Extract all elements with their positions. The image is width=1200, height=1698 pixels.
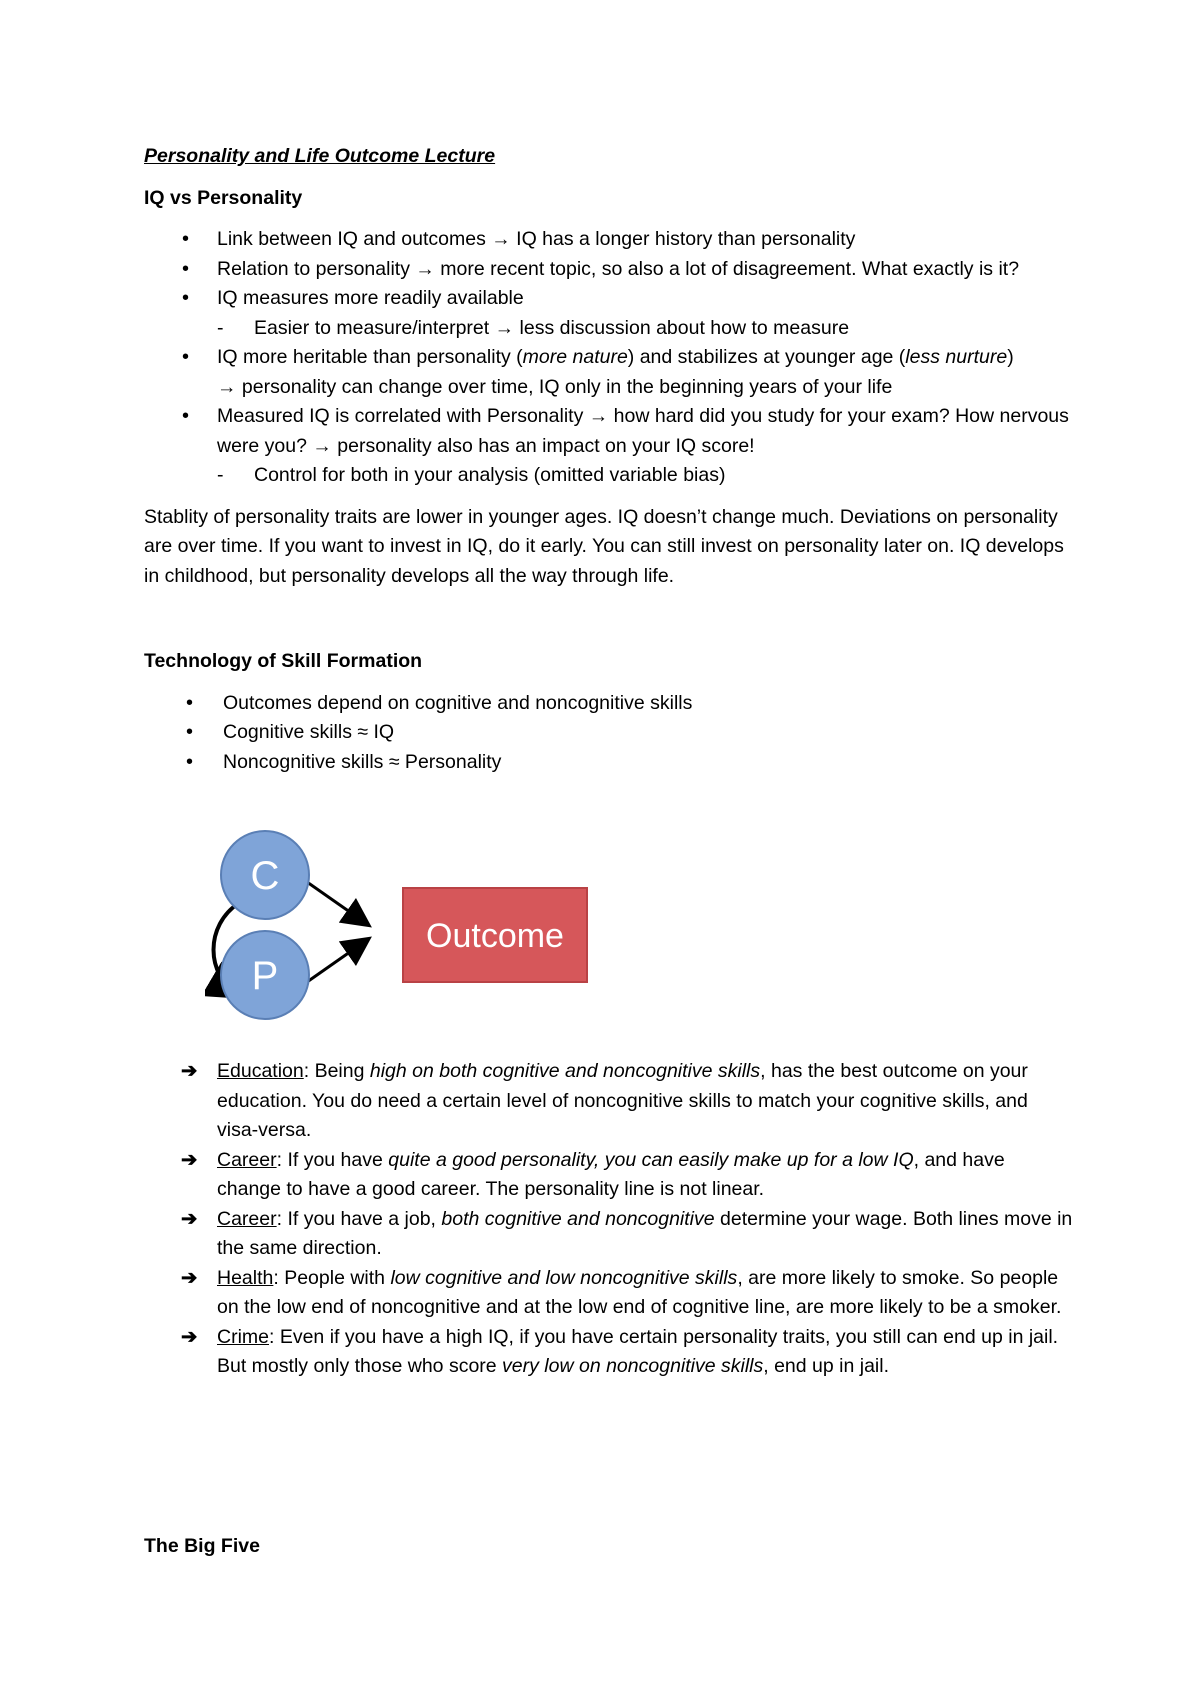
- text-run: : Even if you have a high IQ, if you have certain personality traits, you still can end up in jail. But mostly only those who score: [217, 1325, 1059, 1377]
- italic-text: very low on noncognitive skills: [502, 1355, 764, 1377]
- italic-text: more nature: [522, 346, 628, 368]
- text-run: : If you have: [276, 1148, 389, 1171]
- text-run: : If you have a job,: [276, 1207, 442, 1230]
- arrow-right-icon: ➔: [181, 1266, 198, 1289]
- document-title: Personality and Life Outcome Lecture: [144, 145, 496, 167]
- italic-text: high on both cognitive and noncognitive skills: [369, 1060, 761, 1082]
- list-item: [144, 1146, 1074, 1205]
- bullet-list-iq: [144, 225, 1074, 491]
- arrow-c-to-outcome: [307, 882, 367, 924]
- list-item: • Noncognitive skills ≈ Personality: [144, 748, 1074, 778]
- list-item: [144, 1057, 1074, 1146]
- arrow-right-icon: ➔: [181, 1325, 198, 1348]
- text-run: : People with: [273, 1266, 391, 1289]
- list-item: [144, 1264, 1074, 1323]
- document-body: [144, 142, 1074, 1382]
- item-label: Career: [217, 1148, 277, 1171]
- italic-text: less nurture: [905, 346, 1008, 368]
- item-label: Crime: [217, 1325, 269, 1348]
- text-run: ): [1007, 346, 1014, 368]
- italic-text: quite a good personality, you can easily make up for a low IQ: [388, 1148, 914, 1171]
- arrow-list-outcomes: [144, 1057, 1074, 1382]
- list-item: [144, 1205, 1074, 1264]
- text-run: determine your wage. Both lines move in the same direction.: [217, 1207, 1073, 1259]
- item-label: Career: [217, 1207, 277, 1230]
- list-item: • Link between IQ and outcomes → IQ has a longer history than personality: [144, 225, 1074, 255]
- text-run: , and have change to have a good career. The personality line is not linear.: [217, 1148, 1005, 1200]
- italic-text: low cognitive and low noncognitive skills: [390, 1266, 738, 1289]
- arrow-right-icon: ➔: [181, 1060, 198, 1082]
- paragraph-stability: Stablity of personality traits are lower in younger ages. IQ doesn’t change much. Deviations on personality are over time. If you want to invest in IQ, do it early. You can still invest on personality later on. IQ develops in childhood, but personality develops all the way through life.: [144, 505, 1064, 587]
- list-item: • IQ measures more readily available: [144, 284, 1074, 314]
- text-run: IQ more heritable than personality (: [217, 346, 523, 368]
- list-item: [144, 1323, 1074, 1382]
- node-c-label: C: [250, 854, 280, 898]
- heading-big-five: The Big Five: [144, 1535, 260, 1557]
- bullet-list-skills: [144, 689, 1074, 778]
- text-run: ) and stabilizes at younger age (: [627, 346, 906, 368]
- text-run: → personality can change over time, IQ only in the beginning years of your life: [217, 375, 893, 398]
- list-item: [144, 343, 1074, 402]
- text-run: , end up in jail.: [763, 1355, 890, 1377]
- text-run: : Being: [303, 1060, 370, 1082]
- heading-skill-formation: Technology of Skill Formation: [144, 650, 423, 672]
- sub-list-item: - Easier to measure/interpret → less discussion about how to measure: [144, 314, 1074, 344]
- list-item: • Outcomes depend on cognitive and noncognitive skills: [144, 689, 1074, 719]
- skill-formation-diagram: [205, 820, 605, 1035]
- item-label: Health: [217, 1266, 274, 1289]
- text-run: , are more likely to smoke. So people on the low end of noncognitive and at the low end of cognitive line, are more likely to be a smoker.: [217, 1266, 1062, 1318]
- arrow-right-icon: ➔: [181, 1207, 198, 1230]
- text-run: , has the best outcome on your education. You do need a certain level of noncognitive skills to match your cognitive skills, and visa-versa.: [217, 1060, 1028, 1141]
- list-item: • Measured IQ is correlated with Personality → how hard did you study for your exam? How nervous were you? → personality also has an impact on your IQ score!: [144, 402, 1074, 461]
- list-item: • Relation to personality → more recent topic, so also a lot of disagreement. What exactly is it?: [144, 255, 1074, 285]
- arrow-p-to-outcome: [307, 940, 367, 982]
- item-label: Education: [217, 1060, 304, 1082]
- sub-list-item: - Control for both in your analysis (omitted variable bias): [144, 461, 1074, 491]
- arrow-right-icon: ➔: [181, 1148, 198, 1171]
- italic-text: both cognitive and noncognitive: [441, 1207, 715, 1230]
- node-p-label: P: [251, 954, 279, 998]
- outcome-label: Outcome: [426, 917, 564, 955]
- heading-iq-vs-personality: IQ vs Personality: [144, 186, 303, 209]
- list-item: • Cognitive skills ≈ IQ: [144, 718, 1074, 748]
